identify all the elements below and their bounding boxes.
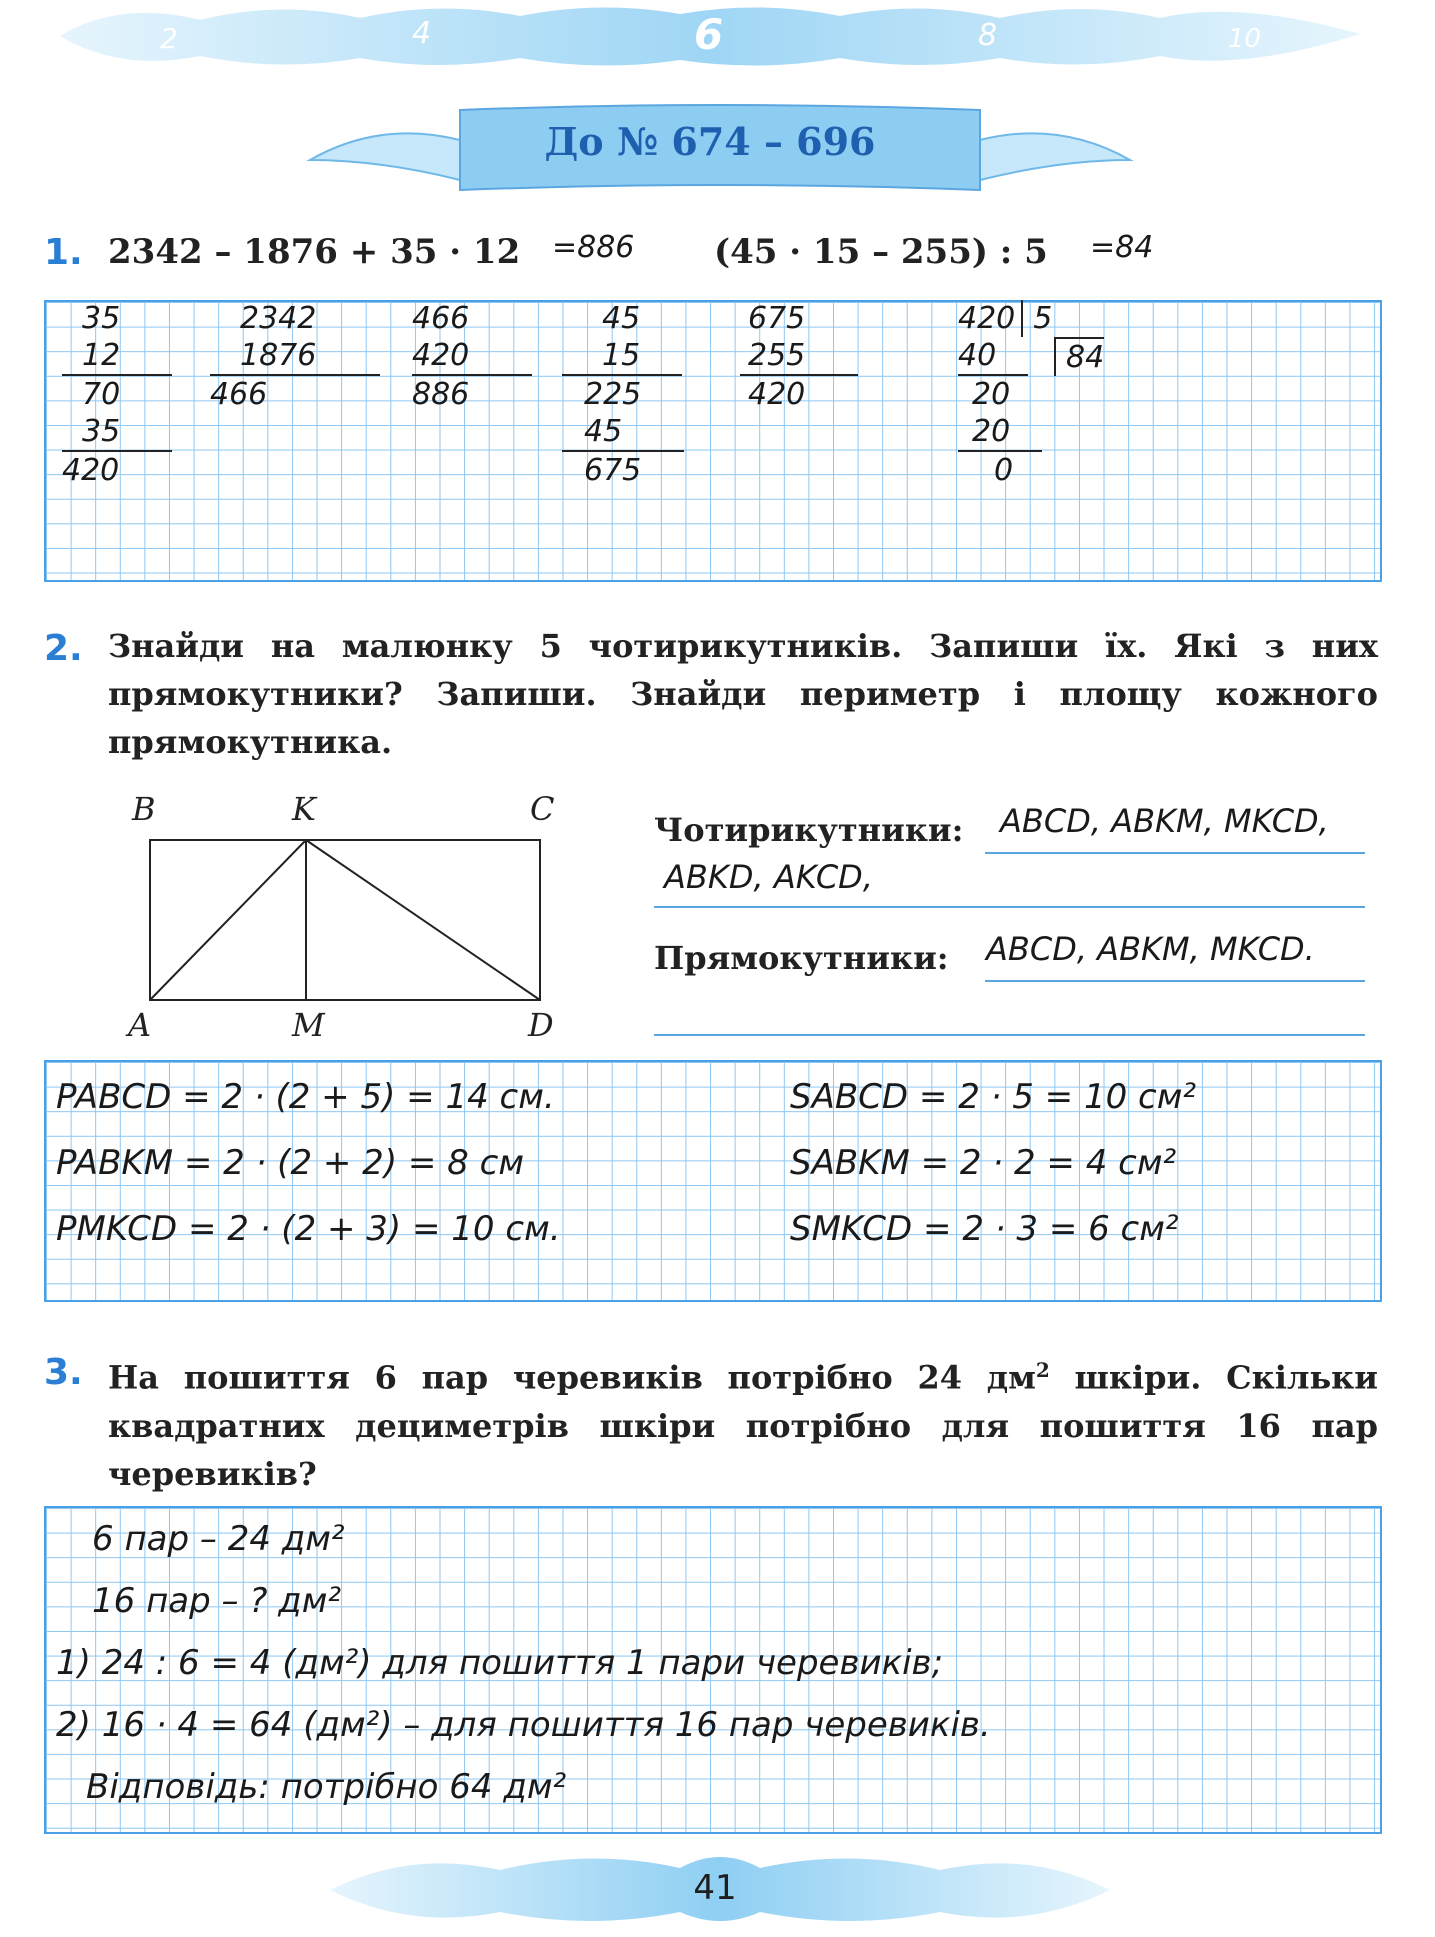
sub2-a: 675: [748, 301, 806, 336]
point-b-label: B: [132, 790, 156, 828]
task-1-expression-1: 2342 – 1876 + 35 · 12: [108, 232, 521, 272]
quads-label: Чотирикутники:: [654, 811, 964, 849]
area-mkcd: SMKCD = 2 · 3 = 6 см²: [790, 1209, 1179, 1249]
top-number-2: 2: [160, 22, 178, 55]
quads-line-1: [985, 852, 1365, 854]
task-1-expression-2: (45 · 15 – 255) : 5: [714, 232, 1048, 272]
point-a-label: A: [128, 1006, 152, 1044]
area-abkm: SABKM = 2 · 2 = 4 см²: [790, 1143, 1177, 1183]
task-3-number: 3.: [44, 1352, 83, 1393]
div-step3: 20: [958, 413, 1042, 452]
perimeter-abkm: PABKM = 2 · (2 + 2) = 8 см: [56, 1143, 524, 1183]
areas-block: [790, 1064, 1196, 1262]
mul1-e: 420: [62, 453, 120, 488]
div-step2: 20: [972, 377, 1011, 412]
div-step1: 40: [958, 337, 1028, 376]
perimeter-abcd: PABCD = 2 · (2 + 5) = 14 см.: [56, 1077, 555, 1117]
div-divisor: 5: [1021, 300, 1052, 337]
task-1-mul2: [562, 300, 684, 489]
add1-c: 886: [412, 377, 470, 412]
quads-answer-2: ABKD, AKCD,: [664, 858, 873, 896]
task-3-text: [108, 1346, 1378, 1498]
task-1-sub1: [210, 300, 380, 413]
rects-label: Прямокутники:: [654, 939, 949, 977]
task-2-number: 2.: [44, 628, 83, 669]
quads-answer-1: ABCD, ABKM, MKCD,: [1000, 802, 1329, 840]
rects-answer: ABCD, ABKM, MKCD.: [986, 930, 1315, 968]
add1-b: 420: [412, 337, 532, 376]
top-number-6: 6: [694, 10, 724, 59]
task-1-sub2: [740, 300, 858, 413]
solution-line-2: 16 пар – ? дм²: [92, 1581, 341, 1621]
page-number: 41: [693, 1868, 737, 1908]
div-dividend: 420: [958, 301, 1016, 336]
task-3-solution: [56, 1508, 991, 1818]
page-title: До № 674 – 696: [544, 119, 876, 164]
task-3-superscript: 2: [1035, 1358, 1050, 1382]
div-quotient: 84: [1054, 337, 1104, 376]
sub1-a: 2342: [240, 301, 317, 336]
solution-line-3: 1) 24 : 6 = 4 (дм²) для пошиття 1 пари черевиків;: [56, 1643, 944, 1683]
top-number-8: 8: [978, 18, 998, 53]
area-abcd: SABCD = 2 · 5 = 10 см²: [790, 1077, 1197, 1117]
solution-line-1: 6 пар – 24 дм²: [92, 1519, 345, 1559]
rects-line-2: [654, 1034, 1365, 1036]
task-1-answer-1: =886: [552, 230, 635, 265]
task-1-number: 1.: [44, 232, 83, 273]
point-c-label: C: [530, 790, 555, 828]
task-3-text-a: На пошиття 6 пар черевиків потрібно 24 дм: [108, 1358, 1036, 1397]
task-1-add1: [412, 300, 532, 413]
task-1-mul1: [62, 300, 172, 489]
add1-a: 466: [412, 301, 470, 336]
sub2-c: 420: [748, 377, 806, 412]
perimeter-mkcd: PMKCD = 2 · (2 + 3) = 10 см.: [56, 1209, 561, 1249]
rects-line-1: [985, 980, 1365, 982]
div-remainder: 0: [994, 453, 1014, 488]
sub2-b: 255: [740, 337, 858, 376]
top-number-4: 4: [412, 16, 432, 51]
quads-line-2: [654, 906, 1365, 908]
point-d-label: D: [528, 1006, 554, 1044]
mul2-c: 225: [584, 377, 642, 412]
perimeters-block: [56, 1064, 561, 1262]
point-m-label: M: [292, 1006, 325, 1044]
sub1-c: 466: [210, 377, 268, 412]
mul1-c: 70: [82, 377, 121, 412]
solution-answer: Відповідь: потрібно 64 дм²: [86, 1767, 567, 1807]
task-2-text: Знайди на малюнку 5 чотирикутників. Запиши їх. Які з них прямокутники? Запиши. Знайди периметр і площу кожного прямокутника.: [108, 627, 1378, 761]
mul2-b: 15: [562, 337, 682, 376]
mul1-a: 35: [82, 301, 121, 336]
solution-line-4: 2) 16 · 4 = 64 (дм²) – для пошиття 16 пар черевиків.: [56, 1705, 991, 1745]
mul1-b: 12: [62, 337, 172, 376]
top-number-10: 10: [1228, 24, 1262, 54]
mul2-d: 45: [562, 413, 684, 452]
rectangle-figure: [140, 834, 550, 1010]
mul2-a: 45: [602, 301, 641, 336]
mul1-d: 35: [62, 413, 172, 452]
mul2-e: 675: [584, 453, 642, 488]
sub1-b: 1876: [210, 337, 380, 376]
point-k-label: K: [292, 790, 316, 828]
task-1-answer-2: =84: [1090, 230, 1154, 265]
task-1-division: [958, 300, 1104, 489]
task-3-text-b: шкіри. Скільки квадратних дециметрів шкіри потрібно для пошиття 16 пар черевиків?: [108, 1358, 1379, 1493]
